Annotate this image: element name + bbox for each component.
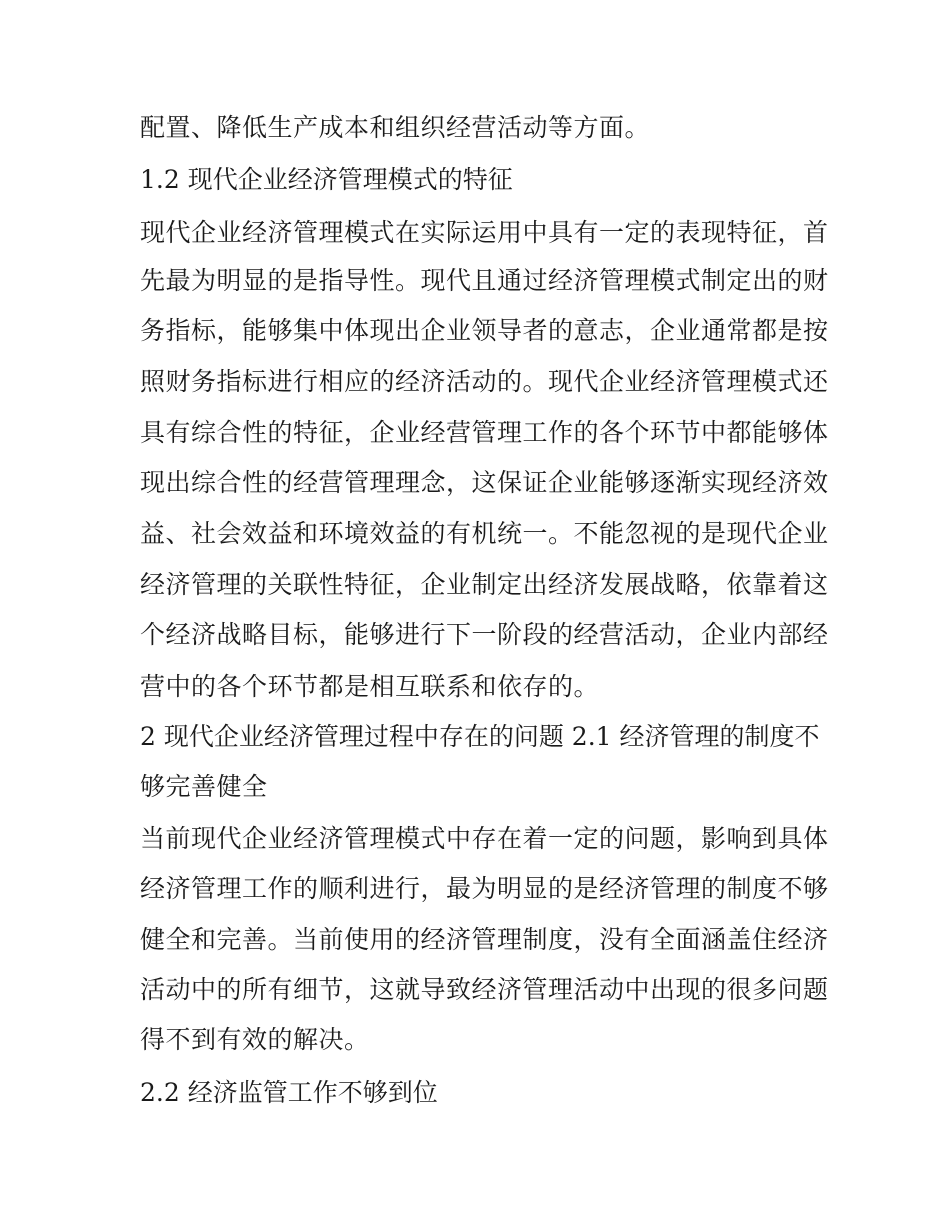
body-text-line: 照财务指标进行相应的经济活动的。现代企业经济管理模式还 bbox=[140, 367, 829, 396]
body-text-line: 现出综合性的经营管理理念，这保证企业能够逐渐实现经济效 bbox=[140, 468, 829, 497]
section-heading-2: 2 现代企业经济管理过程中存在的问题 2.1 经济管理的制度不 bbox=[140, 722, 820, 751]
body-text-line: 当前现代企业经济管理模式中存在着一定的问题，影响到具体 bbox=[140, 824, 829, 853]
body-text-line: 配置、降低生产成本和组织经营活动等方面。 bbox=[140, 113, 651, 142]
body-text-line: 先最为明显的是指导性。现代且通过经济管理模式制定出的财 bbox=[140, 266, 829, 295]
body-text-line: 经济管理的关联性特征，企业制定出经济发展战略，依靠着这 bbox=[140, 570, 829, 599]
body-text-line: 得不到有效的解决。 bbox=[140, 1025, 370, 1054]
body-text-line: 健全和完善。当前使用的经济管理制度，没有全面涵盖住经济 bbox=[140, 925, 829, 954]
body-text-line: 具有综合性的特征，企业经营管理工作的各个环节中都能够体 bbox=[140, 418, 829, 447]
body-text-line: 益、社会效益和环境效益的有机统一。不能忽视的是现代企业 bbox=[140, 519, 829, 548]
body-text-line: 活动中的所有细节，这就导致经济管理活动中出现的很多问题 bbox=[140, 975, 829, 1004]
body-text-line: 务指标，能够集中体现出企业领导者的意志，企业通常都是按 bbox=[140, 316, 829, 345]
body-text-line: 经济管理工作的顺利进行，最为明显的是经济管理的制度不够 bbox=[140, 874, 829, 903]
body-text-line: 个经济战略目标，能够进行下一阶段的经营活动，企业内部经 bbox=[140, 620, 829, 649]
section-heading-2-continued: 够完善健全 bbox=[140, 772, 268, 801]
section-heading-2-2: 2.2 经济监管工作不够到位 bbox=[140, 1078, 438, 1107]
body-text-line: 营中的各个环节都是相互联系和依存的。 bbox=[140, 672, 600, 701]
body-text-line: 现代企业经济管理模式在实际运用中具有一定的表现特征，首 bbox=[140, 218, 829, 247]
section-heading-1-2: 1.2 现代企业经济管理模式的特征 bbox=[140, 165, 513, 194]
